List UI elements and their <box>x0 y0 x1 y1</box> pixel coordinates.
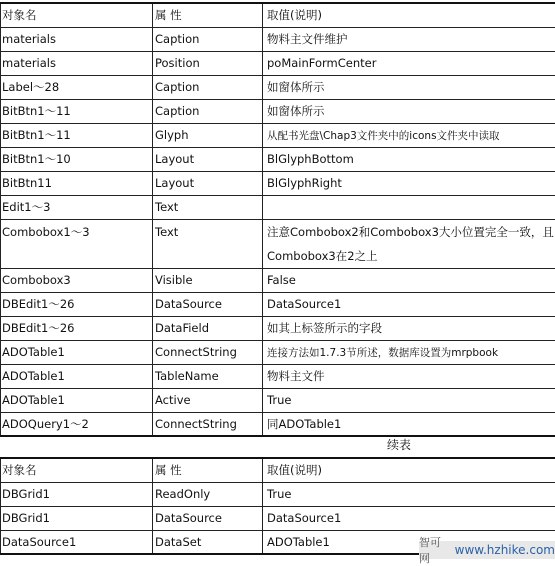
site-watermark <box>419 541 555 559</box>
cell-value: 注意Combobox2和Combobox3大小位置完全一致，且Combobox3在2之上 <box>263 219 555 268</box>
header-property: 属 性 <box>153 458 263 482</box>
cell-property: Caption <box>153 99 263 123</box>
cell-value: poMainFormCenter <box>263 51 555 75</box>
cell-property: Text <box>153 219 263 268</box>
cell-object-name: BitBtn1～11 <box>1 123 153 147</box>
cell-object-name: DataSource1 <box>1 530 153 554</box>
cell-object-name: Edit1～3 <box>1 195 153 219</box>
cell-object-name: ADOTable1 <box>1 388 153 412</box>
cell-value: 如窗体所示 <box>263 99 555 123</box>
table-row <box>1 268 555 292</box>
header-value: 取值(说明) <box>263 3 555 27</box>
watermark-brand: 智可网 <box>419 534 452 566</box>
cell-value: 连接方法如1.7.3节所述，数据库设置为mrpbook <box>263 340 555 364</box>
table-row <box>1 292 555 316</box>
cell-value: ADOTable1 <box>263 530 555 554</box>
table-row <box>1 316 555 340</box>
cell-property: TableName <box>153 364 263 388</box>
cell-value: 物料主文件 <box>263 364 555 388</box>
table-row <box>1 364 555 388</box>
cell-object-name: materials <box>1 27 153 51</box>
watermark-site: www.hzhike.com <box>455 543 555 557</box>
table-row <box>1 340 555 364</box>
cell-object-name: Label～28 <box>1 75 153 99</box>
cell-object-name: BitBtn11 <box>1 171 153 195</box>
table-row <box>1 482 555 506</box>
cell-object-name: Combobox3 <box>1 268 153 292</box>
cell-object-name: BitBtn1～11 <box>1 99 153 123</box>
cell-value: False <box>263 268 555 292</box>
cell-value: True <box>263 388 555 412</box>
continued-label: 续表 <box>387 436 411 453</box>
cell-property: DataSet <box>153 530 263 554</box>
header-property: 属 性 <box>153 3 263 27</box>
cell-object-name: ADOTable1 <box>1 364 153 388</box>
table-row <box>1 412 555 436</box>
table-header-row <box>1 458 555 482</box>
cell-value: BlGlyphBottom <box>263 147 555 171</box>
table-row <box>1 75 555 99</box>
cell-property: DataField <box>153 316 263 340</box>
table-row <box>1 195 555 219</box>
cell-property: ConnectString <box>153 412 263 436</box>
cell-value: BlGlyphRight <box>263 171 555 195</box>
cell-property: Layout <box>153 171 263 195</box>
table-row <box>1 388 555 412</box>
cell-value: True <box>263 482 555 506</box>
cell-object-name: DBEdit1～26 <box>1 316 153 340</box>
header-object-name: 对象名 <box>1 3 153 27</box>
cell-property: Visible <box>153 268 263 292</box>
cell-property: Position <box>153 51 263 75</box>
cell-object-name: ADOTable1 <box>1 340 153 364</box>
cell-object-name: DBGrid1 <box>1 482 153 506</box>
header-object-name: 对象名 <box>1 458 153 482</box>
table-header-row <box>1 3 555 27</box>
table-row <box>1 506 555 530</box>
cell-property: ConnectString <box>153 340 263 364</box>
cell-object-name: materials <box>1 51 153 75</box>
table-row <box>1 147 555 171</box>
header-value: 取值(说明) <box>263 458 555 482</box>
cell-property: Layout <box>153 147 263 171</box>
cell-object-name: Combobox1～3 <box>1 219 153 268</box>
properties-table <box>0 2 555 437</box>
table-row <box>1 171 555 195</box>
cell-object-name: DBGrid1 <box>1 506 153 530</box>
table-row <box>1 123 555 147</box>
cell-property: Text <box>153 195 263 219</box>
cell-value: DataSource1 <box>263 292 555 316</box>
table-row <box>1 219 555 268</box>
cell-value: 同ADOTable1 <box>263 412 555 436</box>
cell-property: ReadOnly <box>153 482 263 506</box>
cell-value: 从配书光盘\Chap3文件夹中的icons文件夹中读取 <box>263 123 555 147</box>
table-row <box>1 51 555 75</box>
cell-property: DataSource <box>153 292 263 316</box>
cell-property: Glyph <box>153 123 263 147</box>
cell-object-name: ADOQuery1～2 <box>1 412 153 436</box>
cell-object-name: BitBtn1～10 <box>1 147 153 171</box>
cell-object-name: DBEdit1～26 <box>1 292 153 316</box>
cell-value: 如其上标签所示的字段 <box>263 316 555 340</box>
cell-value: DataSource1 <box>263 506 555 530</box>
table-row <box>1 27 555 51</box>
cell-value <box>263 195 555 219</box>
table-row <box>1 99 555 123</box>
cell-value: 物料主文件维护 <box>263 27 555 51</box>
cell-property: DataSource <box>153 506 263 530</box>
cell-property: Caption <box>153 75 263 99</box>
cell-value: 如窗体所示 <box>263 75 555 99</box>
cell-property: Caption <box>153 27 263 51</box>
cell-property: Active <box>153 388 263 412</box>
